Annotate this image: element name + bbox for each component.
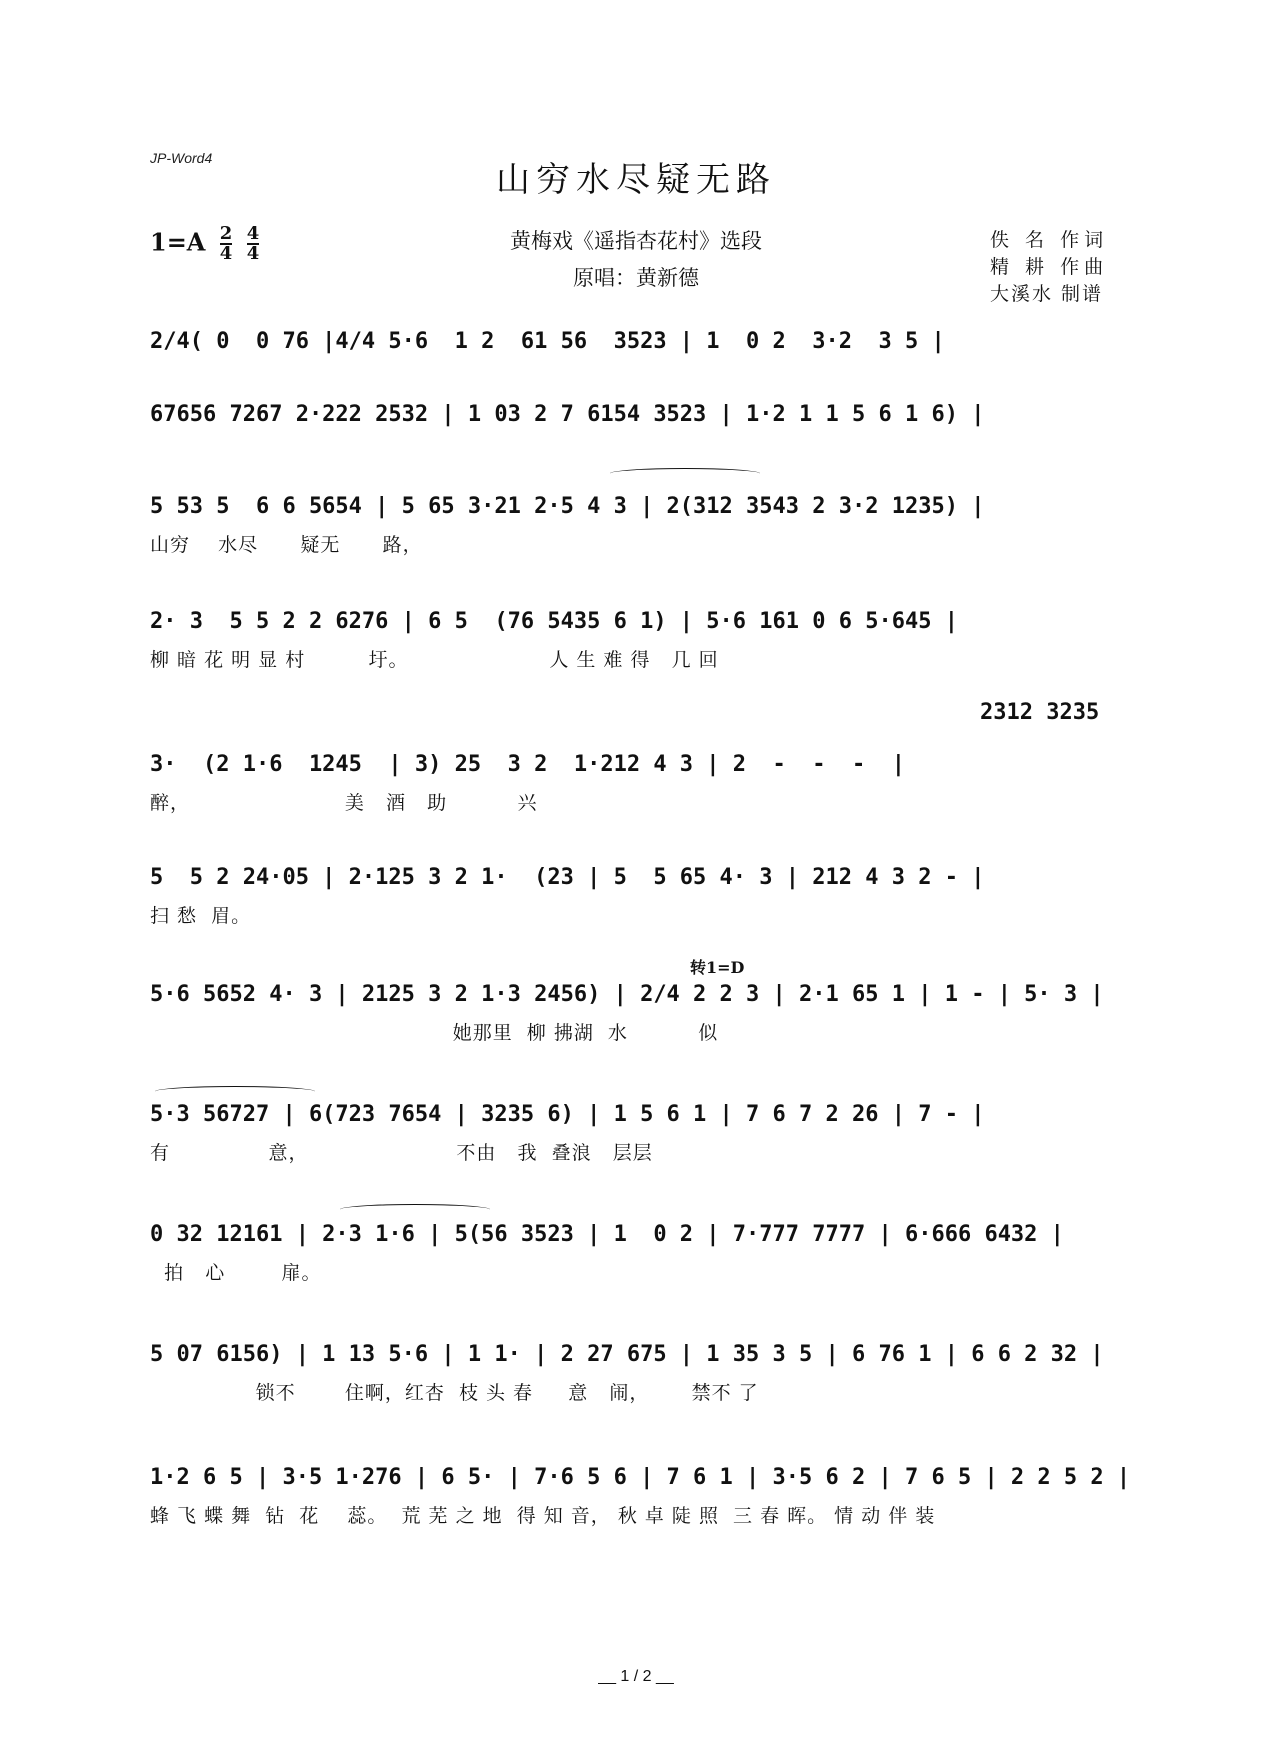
score-row-3-notes: 5 53 5 6 6 5654 | 5 65 3·21 2·5 4 3 | 2(312 3543 2 3·2 1235) | — [150, 494, 985, 519]
score-row-6-lyrics: 扫 愁 眉。 — [150, 905, 252, 927]
meter-denominator: 4 — [246, 243, 260, 264]
subtitle: 黄梅戏《遥指杏花村》选段 — [510, 229, 762, 253]
score-row-10-notes: 5 07 6156) | 1 13 5·6 | 1 1· | 2 27 675 | 1 35 3 5 | 6 76 1 | 6 6 2 32 | — [150, 1342, 1104, 1367]
composer-credit: 精 耕 作曲 — [990, 256, 1109, 278]
score-row-10-lyrics: 锁不 住啊，红杏 枝 头 春 意 闹， 禁不 了 — [150, 1382, 759, 1404]
meter-numerator: 2 — [219, 223, 233, 244]
page-number: __ 1 / 2 __ — [598, 1668, 674, 1685]
slur-mark — [610, 468, 760, 479]
score-row-3-lyrics: 山穷 水尽 疑无 路， — [150, 534, 423, 556]
score-row-9-notes: 0 32 12161 | 2·3 1·6 | 5(56 3523 | 1 0 2 | 7·777 7777 | 6·666 6432 | — [150, 1222, 1064, 1247]
meter-numerator: 4 — [246, 223, 260, 244]
score-row-4-lyrics: 柳 暗 花 明 显 村 圩。 人 生 难 得 几 回 — [150, 649, 719, 671]
score-row-5-notes: 3· (2 1·6 1245 | 3) 25 3 2 1·212 4 3 | 2 - - - | — [150, 752, 905, 777]
original-singer: 原唱：黄新德 — [573, 266, 699, 290]
score-row-9-lyrics: 拍 心 扉。 — [150, 1262, 322, 1284]
ornament-notes: 2312 3235 — [980, 700, 1100, 725]
slur-mark — [340, 1204, 490, 1215]
score-row-4-notes: 2· 3 5 5 2 2 6276 | 6 5 (76 5435 6 1) | 5·6 161 0 6 5·645 | — [150, 609, 958, 634]
score-row-5-lyrics: 醉， 美 酒 助 兴 — [150, 792, 538, 814]
score-row-2-notes: 67656 7267 2·222 2532 | 1 03 2 7 6154 3523 | 1·2 1 1 5 6 1 6) | — [150, 402, 985, 427]
score-row-11-notes: 1·2 6 5 | 3·5 1·276 | 6 5· | 7·6 5 6 | 7 6 1 | 3·5 6 2 | 7 6 5 | 2 2 5 2 | — [150, 1465, 1131, 1490]
score-row-11-lyrics: 蜂 飞 蝶 舞 钻 花 蕊。 荒 芜 之 地 得 知 音， 秋 卓 陡 照 三 春 晖。 情 动 伴 装 — [150, 1505, 936, 1527]
score-row-7-notes: 5·6 5652 4· 3 | 2125 3 2 1·3 2456) | 2/4 2 2 3 | 2·1 65 1 | 1 - | 5· 3 | — [150, 982, 1104, 1007]
score-row-7-lyrics: 她那里 柳 拂湖 水 似 — [150, 1022, 719, 1044]
arranger-credit: 大溪水 制谱 — [990, 283, 1104, 305]
meter-denominator: 4 — [219, 243, 233, 264]
score-row-8-notes: 5·3 56727 | 6(723 7654 | 3235 6) | 1 5 6 1 | 7 6 7 2 26 | 7 - | — [150, 1102, 985, 1127]
key-label: 1=A — [150, 227, 206, 257]
score-row-1-notes: 2/4( 0 0 76 |4/4 5·6 1 2 61 56 3523 | 1 0 2 3·2 3 5 | — [150, 329, 945, 354]
lyricist-credit: 佚 名 作词 — [990, 229, 1109, 251]
watermark-label: JP-Word4 — [150, 150, 213, 166]
score-row-8-lyrics: 有 意， 不由 我 叠浪 层层 — [150, 1142, 653, 1164]
page-title: 山穷水尽疑无路 — [496, 160, 776, 200]
score-row-6-notes: 5 5 2 24·05 | 2·125 3 2 1· (23 | 5 5 65 4· 3 | 212 4 3 2 - | — [150, 865, 985, 890]
slur-mark — [155, 1086, 315, 1097]
key-change-label: 转1=D — [690, 958, 745, 977]
